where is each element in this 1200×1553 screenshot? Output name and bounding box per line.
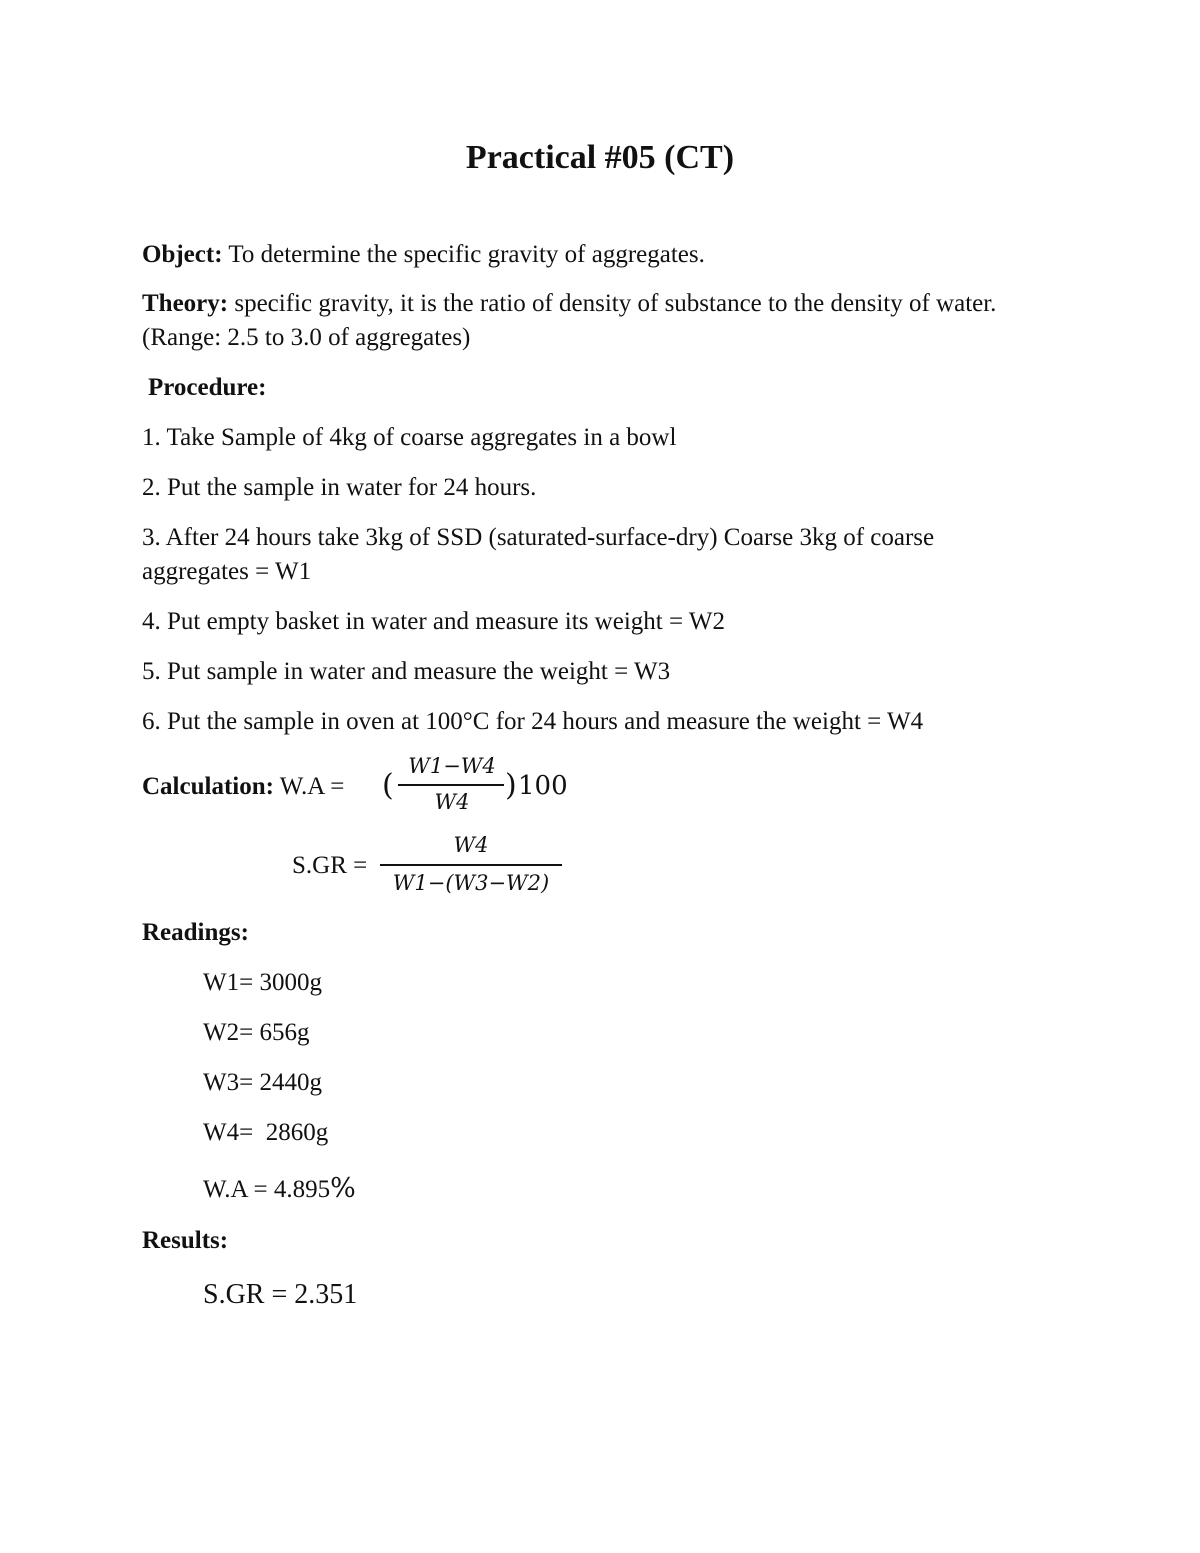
procedure-step: 2. Put the sample in water for 24 hours. [142, 474, 537, 501]
theory-paragraph [142, 287, 1042, 355]
object-text: To determine the specific gravity of aggregates. [222, 241, 705, 268]
procedure-heading: Procedure: [148, 374, 267, 401]
wa-denominator: W4 [434, 790, 470, 814]
sgr-numerator: W4 [453, 833, 489, 857]
reading-item: W3= 2440g [203, 1069, 322, 1096]
calculation-line [142, 770, 344, 804]
results-value: S.GR = 2.351 [203, 1279, 358, 1310]
procedure-step: 6. Put the sample in oven at 100°C for 24 hours and measure the weight = W4 [142, 708, 924, 735]
results-heading: Results: [142, 1227, 229, 1254]
wa-open-paren: ( [382, 768, 394, 803]
reading-item: W1= 3000g [203, 969, 322, 996]
wa-result: W.A = 4.895 [203, 1176, 331, 1203]
theory-text: specific gravity, it is the ratio of density of substance to the density of water. (Range: 2.5 to 3.0 of aggregates) [142, 290, 997, 351]
readings-heading: Readings: [142, 919, 249, 946]
object-line [142, 238, 705, 272]
reading-item: W4= 2860g [203, 1119, 329, 1146]
wa-result-line [203, 1172, 356, 1207]
wa-fraction-bar [398, 784, 504, 786]
wa-factor: 100 [518, 771, 568, 801]
wa-close-paren: ) [505, 768, 517, 803]
wa-formula-lhs: W.A = [273, 773, 345, 800]
procedure-step: 1. Take Sample of 4kg of coarse aggregates in a bowl [142, 424, 677, 451]
object-label: Object: [142, 241, 223, 268]
percent-sign: % [330, 1173, 356, 1204]
page-title: Practical #05 (CT) [465, 139, 735, 176]
reading-item: W2= 656g [203, 1019, 310, 1046]
wa-numerator: W1−W4 [408, 754, 496, 778]
calculation-label: Calculation: [142, 773, 274, 800]
sgr-formula-lhs: S.GR = [292, 852, 368, 879]
procedure-step: 3. After 24 hours take 3kg of SSD (saturated-surface-dry) Coarse 3kg of coarse aggregates = W1 [142, 524, 935, 585]
theory-label: Theory: [142, 290, 229, 317]
sgr-fraction-bar [380, 864, 562, 866]
procedure-step: 4. Put empty basket in water and measure its weight = W2 [142, 608, 725, 635]
sgr-denominator: W1−(W3−W2) [392, 871, 550, 895]
procedure-step: 5. Put sample in water and measure the weight = W3 [142, 658, 671, 685]
